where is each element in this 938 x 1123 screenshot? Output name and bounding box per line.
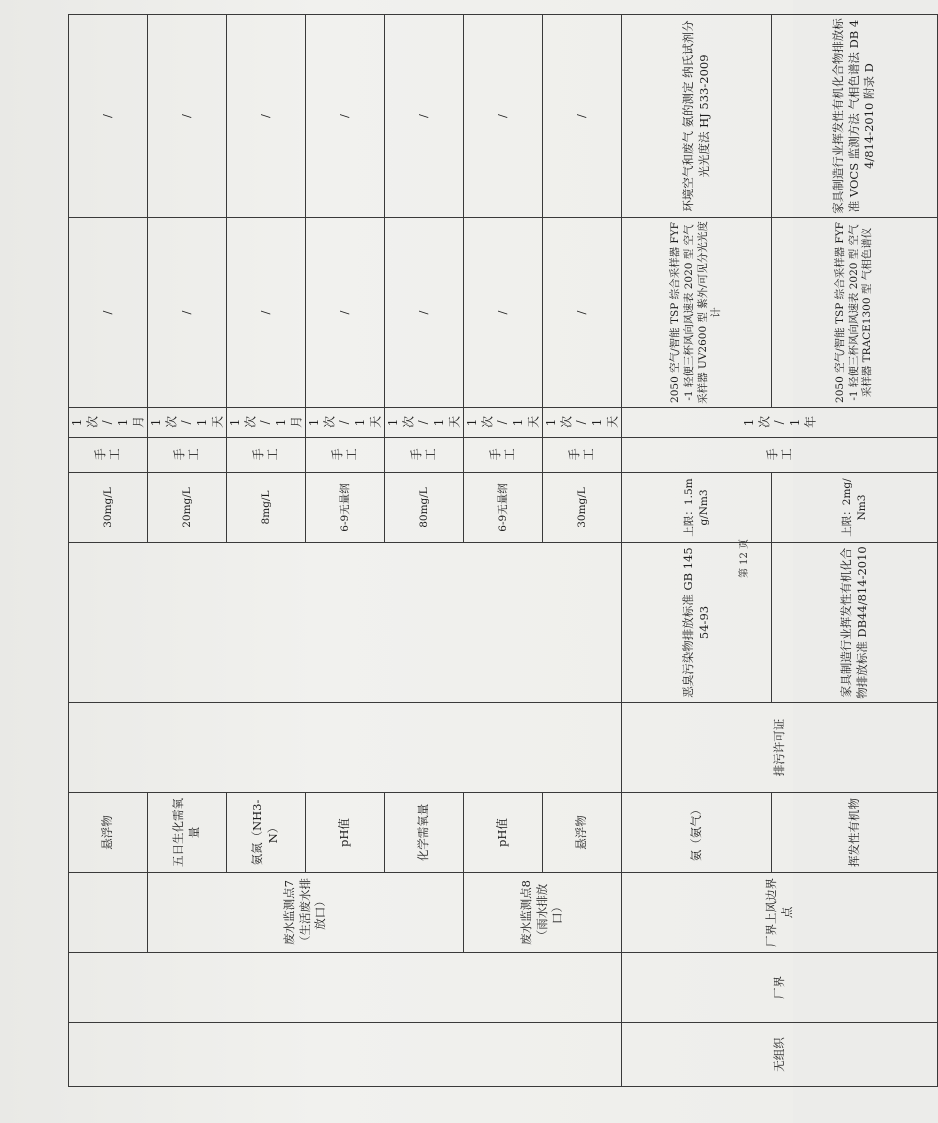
instrument-cell: / — [306, 218, 385, 408]
frequency-cell: 1次/1天 — [148, 408, 227, 438]
frequency-cell: 1次/1天 — [464, 408, 543, 438]
analysis-method-cell: / — [69, 15, 148, 218]
pollutant-cell: pH值 — [464, 793, 543, 873]
analysis-method-cell: / — [148, 15, 227, 218]
point7-cell: 废水监测点7（生活废水排放口） — [148, 873, 464, 953]
frequency-cell: 1次/1月 — [227, 408, 306, 438]
pollutant-cell: 五日生化需氧量 — [148, 793, 227, 873]
method-cell: 手工 — [464, 438, 543, 473]
analysis-method-cell: / — [464, 15, 543, 218]
instrument-cell: / — [148, 218, 227, 408]
limit-cell: 80mg/L — [385, 473, 464, 543]
limit-cell: 上限：1.5mg/Nm3 — [622, 473, 772, 543]
standard-cell: 家具制造行业挥发性有机化合物排放标准 DB44/814-2010 — [772, 543, 938, 703]
pollutant-cell: pH值 — [306, 793, 385, 873]
method-cell: 手工 — [385, 438, 464, 473]
analysis-method-cell: 环境空气和废气 氨的测定 纳氏试剂分光光度法 HJ 533-2009 — [622, 15, 772, 218]
limit-cell: 20mg/L — [148, 473, 227, 543]
frequency-cell: 1次/1天 — [306, 408, 385, 438]
page-number-label: 第 12 页 — [739, 538, 751, 578]
instrument-cell: / — [543, 218, 622, 408]
method-cell: 手工 — [306, 438, 385, 473]
pollutant-cell: 氨氮（NH3-N） — [227, 793, 306, 873]
site-boundary-cell: 厂界 — [622, 953, 938, 1023]
frequency-cell: 1次/1月 — [69, 408, 148, 438]
method-cell: 手工 — [227, 438, 306, 473]
method-cell: 手工 — [148, 438, 227, 473]
basis-cell-empty — [69, 703, 622, 793]
point-cell-empty — [69, 873, 148, 953]
limit-cell: 上限：2mg/Nm3 — [772, 473, 938, 543]
category-cell-empty — [69, 1023, 622, 1087]
limit-cell: 30mg/L — [69, 473, 148, 543]
pollutant-cell: 悬浮物 — [543, 793, 622, 873]
pollutant-cell: 氨（氨气） — [622, 793, 772, 873]
pollutant-cell: 化学需氧量 — [385, 793, 464, 873]
analysis-method-cell: / — [227, 15, 306, 218]
instrument-cell: 2050 空气/智能 TSP 综合采样器 FYF-1 轻便三杯风向风速表 2020 型 空气采样器 UV2600 型 紫外/可见分光光度计 — [622, 218, 772, 408]
point-boundary-cell: 厂界上风边界点 — [622, 873, 938, 953]
frequency-cell: 1次/1年 — [622, 408, 938, 438]
frequency-cell: 1次/1天 — [543, 408, 622, 438]
instrument-cell: / — [464, 218, 543, 408]
table-row — [69, 15, 148, 1087]
category-unorganized-cell: 无组织 — [622, 1023, 938, 1087]
monitoring-table — [68, 14, 938, 1087]
point8-cell: 废水监测点8（雨水排放口） — [464, 873, 622, 953]
frequency-cell: 1次/1天 — [385, 408, 464, 438]
analysis-method-cell: / — [543, 15, 622, 218]
instrument-cell: / — [385, 218, 464, 408]
limit-cell: 30mg/L — [543, 473, 622, 543]
standard-cell-empty — [69, 543, 622, 703]
pollutant-cell: 悬浮物 — [69, 793, 148, 873]
basis-permit-cell: 排污许可证 — [622, 703, 938, 793]
site-cell-empty — [69, 953, 622, 1023]
pollutant-cell: 挥发性有机物 — [772, 793, 938, 873]
standard-cell: 恶臭污染物排放标准 GB 14554-93 — [622, 543, 772, 703]
analysis-method-cell: / — [385, 15, 464, 218]
limit-cell: 6-9无量纲 — [306, 473, 385, 543]
analysis-method-cell: 家具制造行业挥发性有机化合物排放标准 VOCS 监测方法 气相色谱法 DB 44/814-2010 附录 D — [772, 15, 938, 218]
limit-cell: 6-9无量纲 — [464, 473, 543, 543]
instrument-cell: / — [69, 218, 148, 408]
limit-cell: 8mg/L — [227, 473, 306, 543]
instrument-cell: 2050 空气/智能 TSP 综合采样器 FYF-1 轻便三杯风向风速表 2020 型 空气采样器 TRACE1300 型 气相色谱仪 — [772, 218, 938, 408]
method-cell: 手工 — [543, 438, 622, 473]
analysis-method-cell: / — [306, 15, 385, 218]
method-cell: 手工 — [622, 438, 938, 473]
method-cell: 手工 — [69, 438, 148, 473]
instrument-cell: / — [227, 218, 306, 408]
page-number — [728, 538, 758, 578]
